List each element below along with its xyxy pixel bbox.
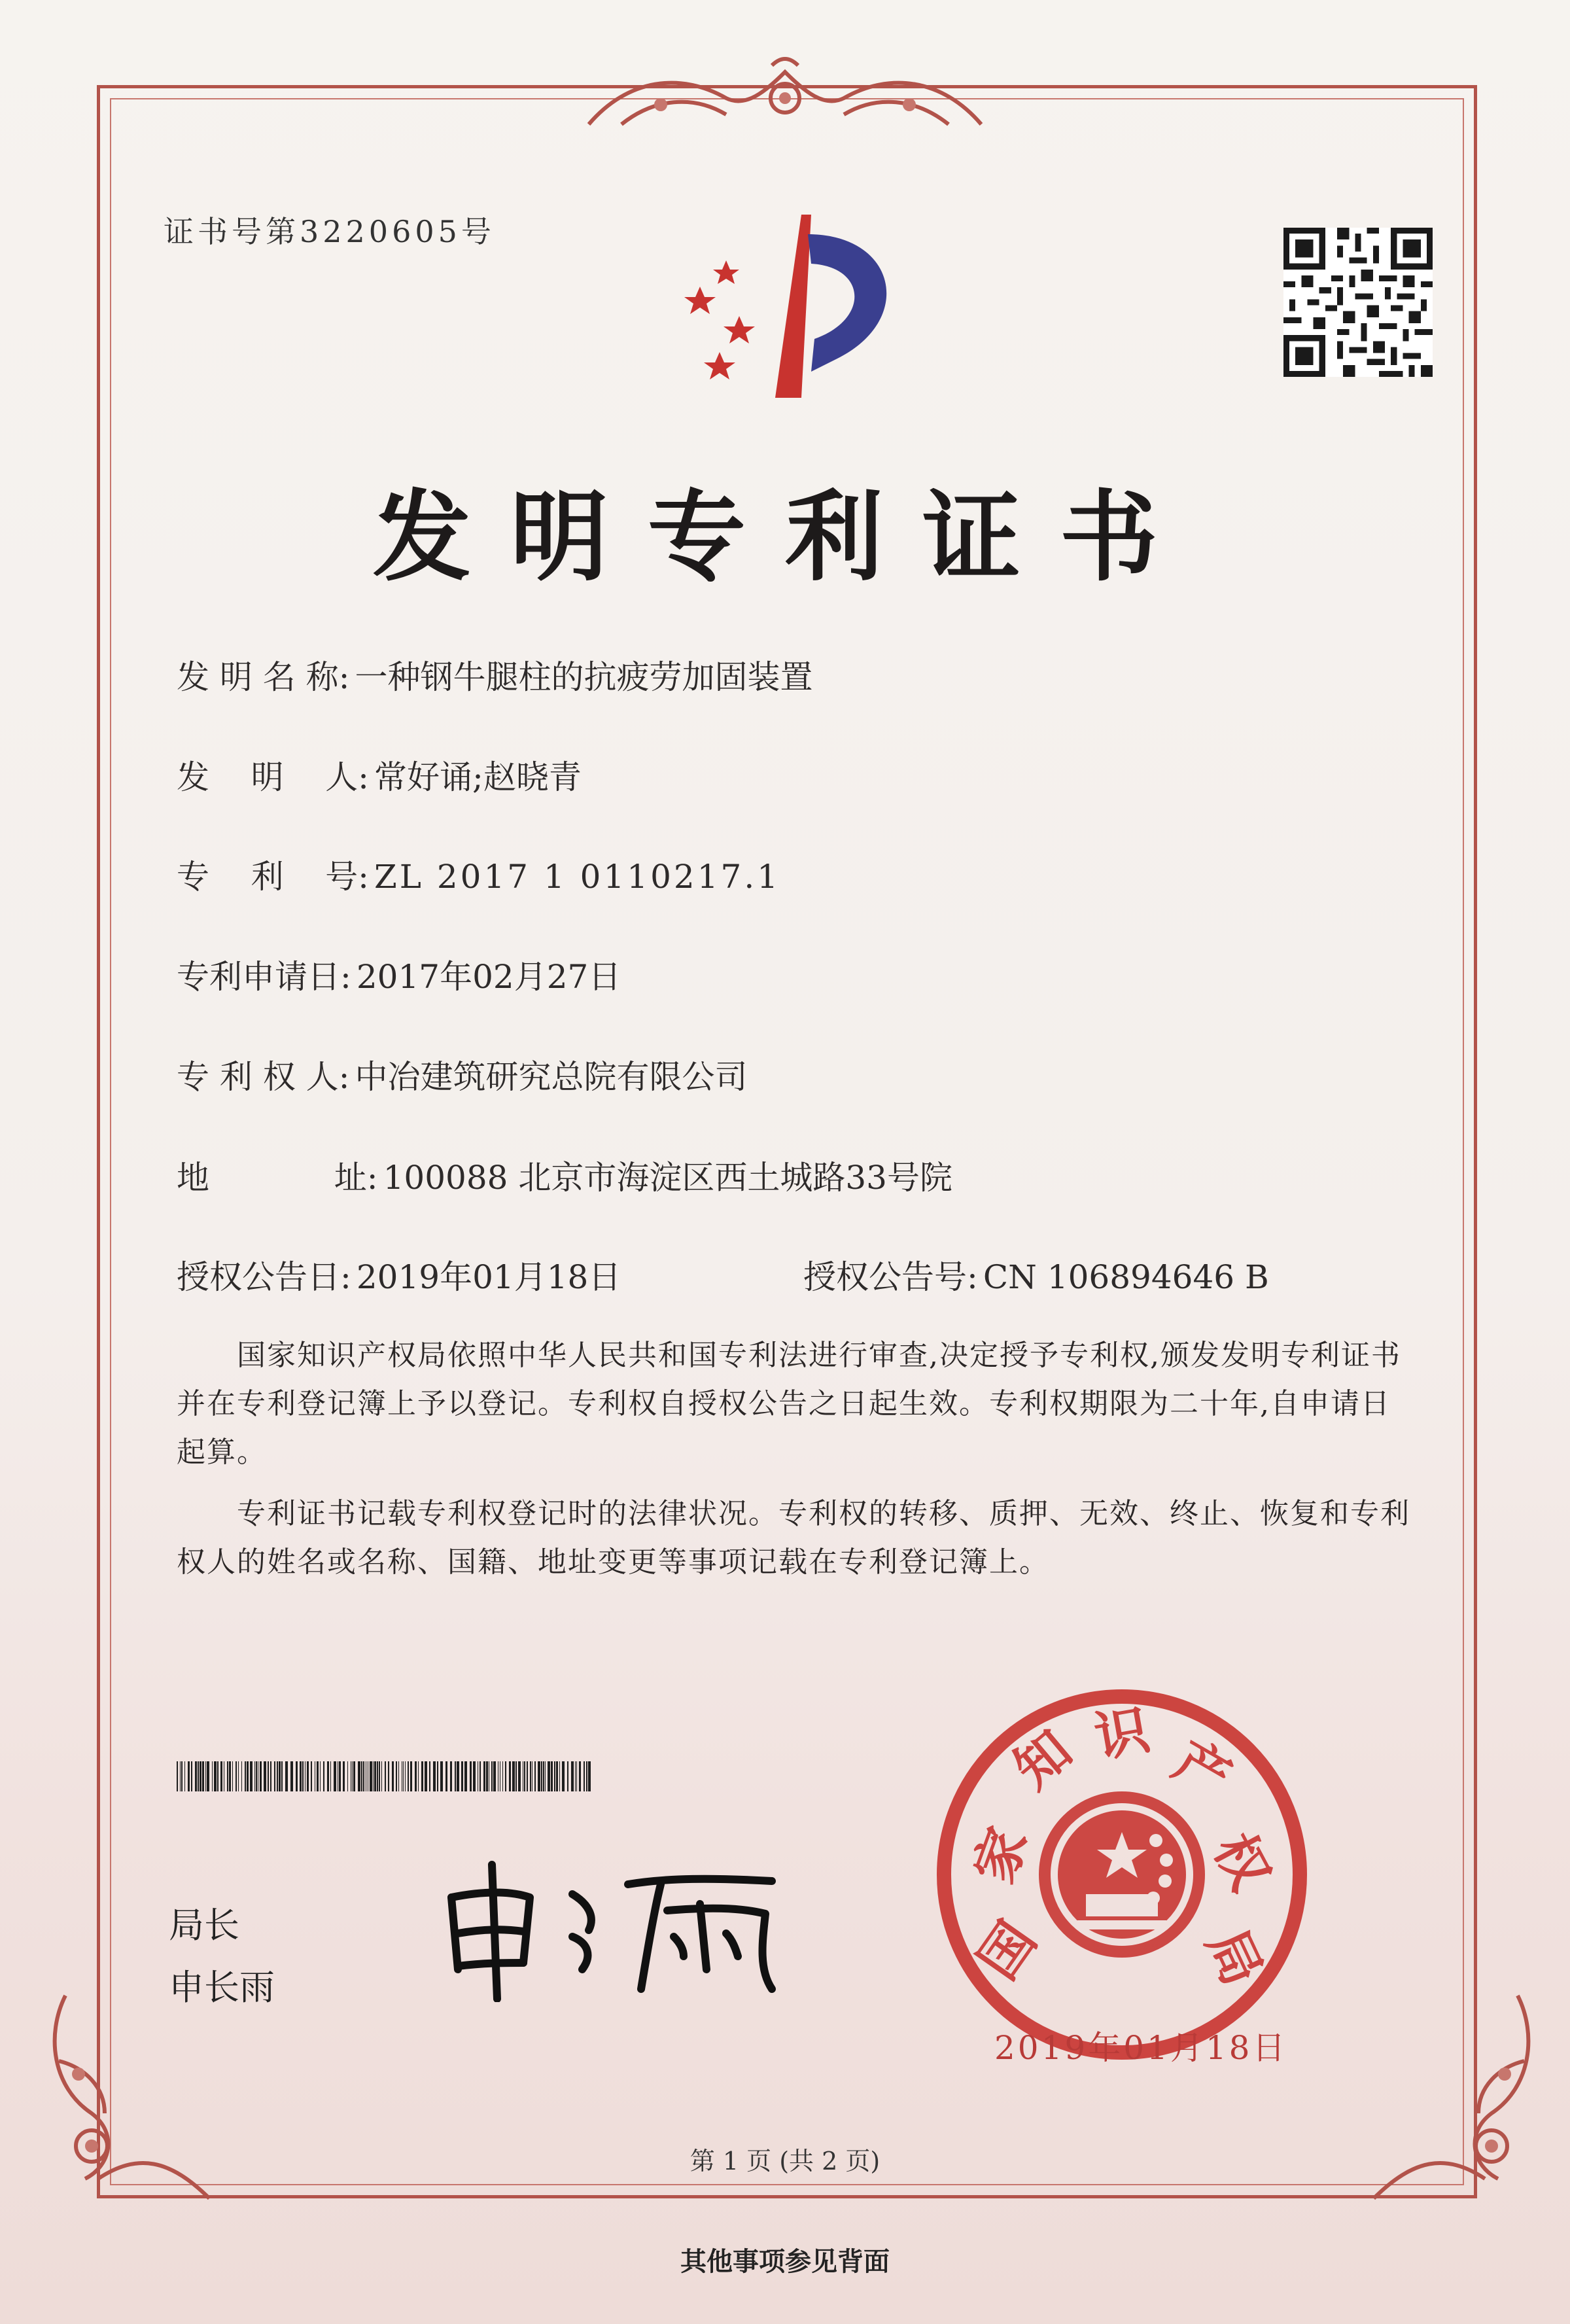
field-label: 发 明 名 称: (177, 658, 350, 696)
signatory-title: 局长 (169, 1905, 239, 1946)
field-label: 授权公告日: (177, 1258, 351, 1296)
bottom-left-ornament-icon (39, 1982, 236, 2218)
field-label: 专利申请日: (177, 958, 351, 996)
field-value: 100088 北京市海淀区西土城路33号院 (383, 1159, 952, 1197)
field-patent-number (177, 851, 780, 898)
field-label: 专 利 权 人: (177, 1058, 350, 1096)
bottom-right-ornament-icon (1348, 1982, 1544, 2218)
field-application-date (177, 951, 621, 998)
qr-code-icon (1283, 228, 1433, 377)
seal-char: 识 (1090, 1699, 1155, 1770)
field-value: ZL 2017 1 0110217.1 (374, 858, 781, 896)
notice-text (177, 1331, 1420, 1587)
barcode-icon (177, 1761, 595, 1791)
seal-date: 2019年01月18日 (994, 2029, 1288, 2067)
seal-char: 产 (1163, 1729, 1241, 1810)
top-ornament-icon (576, 52, 994, 137)
field-label: 地 址: (177, 1159, 378, 1197)
field-value: 一种钢牛腿柱的抗疲劳加固装置 (355, 658, 813, 696)
field-inventor (177, 751, 582, 798)
seal-char: 知 (1003, 1719, 1084, 1801)
field-value: 2019年01月18日 (356, 1258, 621, 1296)
field-value: 常好诵;赵晓青 (374, 758, 582, 796)
page-indicator: 第 1 页 (共 2 页) (689, 2147, 881, 2175)
field-patentee (177, 1051, 748, 1098)
field-announcement-number (803, 1251, 1269, 1298)
back-side-note: 其他事项参见背面 (680, 2246, 890, 2277)
notice-paragraph: 专利证书记载专利权登记时的法律状况。专利权的转移、质押、无效、终止、恢复和专利权人的姓名或名称、国籍、地址变更等事项记载在专利登记簿上。 (177, 1497, 1410, 1579)
field-address (177, 1152, 952, 1199)
page-title: 发明专利证书 (372, 481, 1197, 595)
official-seal (932, 1685, 1312, 2064)
field-grant-date (177, 1251, 621, 1298)
notice-paragraph: 国家知识产权局依照中华人民共和国专利法进行审查,决定授予专利权,颁发发明专利证书并在专利登记簿上予以登记。专利权自授权公告之日起生效。专利权期限为二十年,自申请日起算。 (177, 1339, 1401, 1469)
national-emblem-icon (1045, 1797, 1199, 1952)
seal-char: 权 (1201, 1823, 1282, 1901)
handwritten-signature (432, 1858, 811, 2002)
seal-char: 家 (963, 1819, 1040, 1892)
field-label: 专 利 号: (177, 858, 369, 896)
seal-char: 国 (967, 1910, 1049, 1991)
field-value: CN 106894646 B (983, 1258, 1269, 1296)
field-value: 2017年02月27日 (356, 958, 621, 996)
field-invention-name (177, 651, 813, 698)
seal-char: 局 (1195, 1920, 1274, 1996)
certificate-number: 证书号第3220605号 (164, 214, 495, 249)
field-label: 发 明 人: (177, 758, 369, 796)
field-label: 授权公告号: (803, 1258, 978, 1296)
cnipa-logo-icon (680, 208, 929, 404)
signatory-name: 申长雨 (169, 1967, 275, 2008)
field-value: 中冶建筑研究总院有限公司 (355, 1058, 748, 1096)
